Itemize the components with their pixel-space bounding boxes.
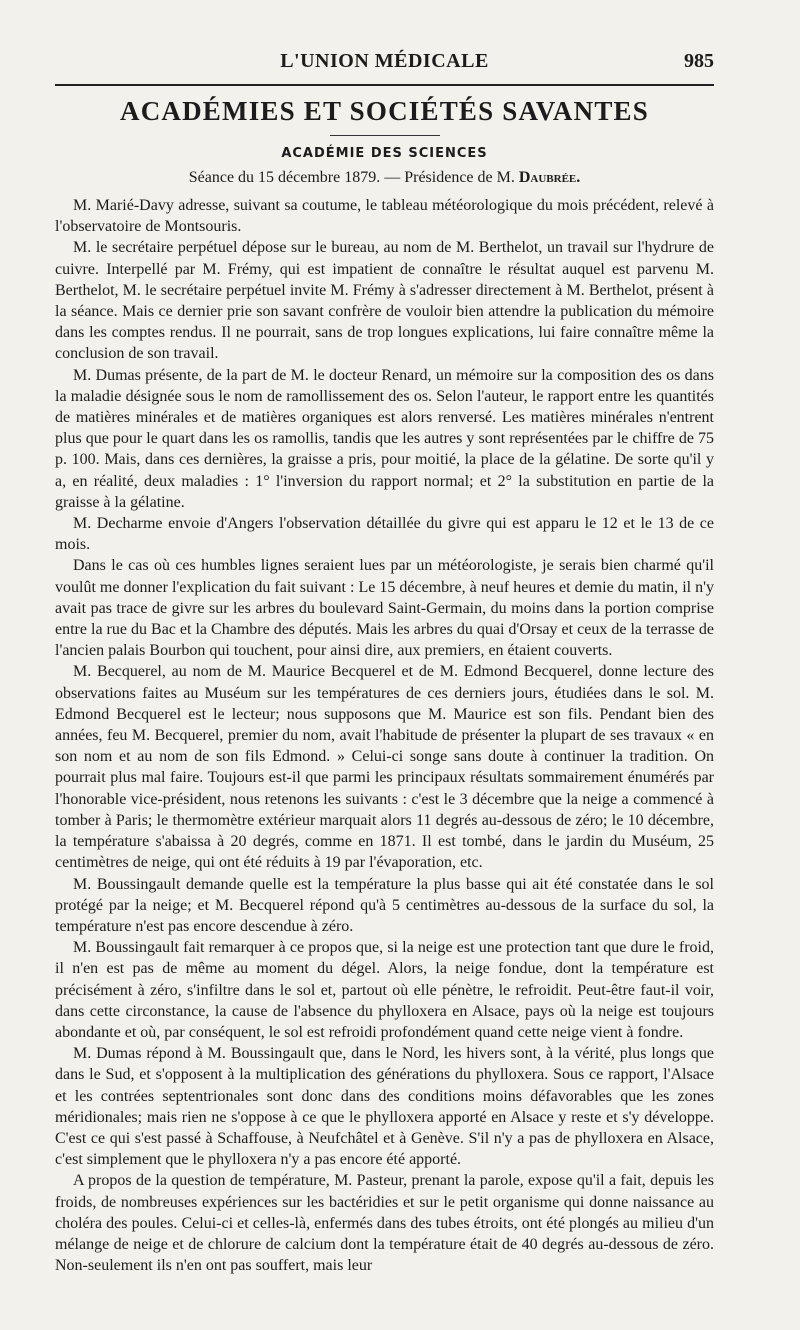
paragraph: M. Decharme envoie d'Angers l'observation détaillée du givre qui est apparu le 12 et le 13 de ce mois. [55, 515, 714, 554]
paragraph: Dans le cas où ces humbles lignes seraient lues par un météorologiste, je serais bien charmé qu'il voulût me donner l'explication du fait suivant : Le 15 décembre, à neuf heures et demie du matin, il n'y avait pas trace de givre sur les arbres du boulevard Saint-Germain, du moins dans la portion comprise entre la rue du Bac et la Chambre des députés. Mais les arbres du quai d'Orsay et ceux de la terrasse de l'ancien palais Bourbon qui touchent, pour ainsi dire, aux premiers, en étaient couverts. [55, 557, 714, 660]
running-title: L'UNION MÉDICALE [280, 50, 489, 72]
session-president: Daubrée. [518, 169, 581, 186]
paragraph: M. Boussingault fait remarquer à ce propos que, si la neige est une protection tant que dure le froid, il n'en est pas de même au moment du dégel. Alors, la neige fondue, dont la température est précisément à zéro, s'infiltre dans le sol et, partout où elle pénètre, le refroidit. Peut-être faut-il voir, dans cette circonstance, la cause de l'absence du phylloxera en Alsace, pays où la neige est toujours abondante et où, par conséquent, le sol est refroidi profondément quand cette neige vient à fondre. [55, 939, 714, 1041]
section-title: ACADÉMIES ET SOCIÉTÉS SAVANTES [120, 96, 649, 126]
page-number: 985 [684, 50, 714, 72]
title-divider [330, 135, 440, 136]
paragraph: A propos de la question de température, M. Pasteur, prenant la parole, expose qu'il a fait, depuis les froids, de nombreuses expériences sur les bactéridies et sur le petit organisme qui donne naissance au choléra des poules. Celui-ci et celles-là, enfermés dans des tubes étroits, ont été plongés au milieu d'un mélange de neige et de chlorure de calcium dont la température était de 40 degrés au-dessous de zéro. Non-seulement ils n'en ont pas souffert, mais leur [55, 1172, 714, 1275]
session-date: Séance du 15 décembre 1879. — Présidence de M. [188, 169, 515, 186]
paragraph: M. Dumas répond à M. Boussingault que, dans le Nord, les hivers sont, à la vérité, plus longs que dans le Sud, et s'opposent à la multiplication des générations du phylloxera. Sous ce rapport, l'Alsace et les contrées septentrionales sont donc dans des conditions moins défavorables que les zones méridionales; mais rien ne s'oppose à ce que le phylloxera apporté en Alsace y reste et s'y développe. C'est ce qui s'est passé à Schaffouse, à Neufchâtel et à Genève. S'il n'y a pas de phylloxera en Alsace, c'est simplement que le phylloxera n'y a pas encore été apporté. [55, 1045, 714, 1169]
header-rule [55, 84, 714, 86]
paragraph: M. Marié-Davy adresse, suivant sa coutume, le tableau météorologique du mois précédent, relevé à l'observatoire de Montsouris. [55, 197, 714, 236]
paragraph: M. le secrétaire perpétuel dépose sur le bureau, au nom de M. Berthelot, un travail sur l'hydrure de cuivre. Interpellé par M. Frémy, qui est impatient de connaître le résultat auquel est parvenu M. Berthelot, M. le secrétaire perpétuel invite M. Frémy à s'adresser directement à M. Berthelot, présent à la séance. Mais ce dernier prie son savant confrère de vouloir bien attendre la publication du mémoire dans les comptes rendus. Il ne pourrait, sans de trop longues explications, lui faire connaître même la conclusion de son travail. [55, 239, 714, 363]
paragraph: M. Dumas présente, de la part de M. le docteur Renard, un mémoire sur la composition des os dans la maladie désignée sous le nom de ramollissement des os. Selon l'auteur, le rapport entre les quantités de matières minérales et de matières organiques est alors renversé. Les matières minérales n'entrent plus que pour le quart dans les os ramollis, tandis que les autres y sont représentées par le chiffre de 75 p. 100. Mais, dans ces dernières, la graisse a pris, pour moitié, la place de la gélatine. De sorte qu'il y a, en réalité, deux maladies : 1° l'inversion du rapport normal; et 2° la substitution en partie de la graisse à la gélatine. [55, 366, 714, 511]
paragraph: M. Boussingault demande quelle est la température la plus basse qui ait été constatée dans le sol protégé par la neige; et M. Becquerel répond qu'à 5 centimètres au-dessous de la surface du sol, la température n'est pas encore descendue à zéro. [55, 875, 714, 935]
session-line [55, 169, 714, 187]
running-header [55, 48, 714, 80]
article-body [55, 195, 714, 1276]
paragraph: M. Becquerel, au nom de M. Maurice Becquerel et de M. Edmond Becquerel, donne lecture des observations faites au Muséum sur les températures de ces derniers jours, étudiées dans le sol. M. Edmond Becquerel est le lecteur; nous supposons que M. Maurice est son fils. Pendant bien des années, feu M. Becquerel, premier du nom, avait l'habitude de présenter la plupart de ses travaux « en son nom et au nom de son fils Edmond. » Celui-ci songe sans doute à continuer la tradition. On pourrait plus mal faire. Toujours est-il que parmi les principaux résultats sommairement énumérés par l'honorable vice-président, nous retenons les suivants : c'est le 3 décembre que la neige a commencé à tomber à Paris; le thermomètre extérieur marquait alors 11 degrés au-dessous de zéro; le 10 décembre, la température s'abaissa à 20 degrés, comme en 1871. Il est tombé, dans le jardin du Muséum, 25 centimètres de neige, qui ont été réduits à 19 par l'évaporation, etc. [55, 663, 714, 872]
subsection-title: ACADÉMIE DES SCIENCES [281, 146, 488, 161]
